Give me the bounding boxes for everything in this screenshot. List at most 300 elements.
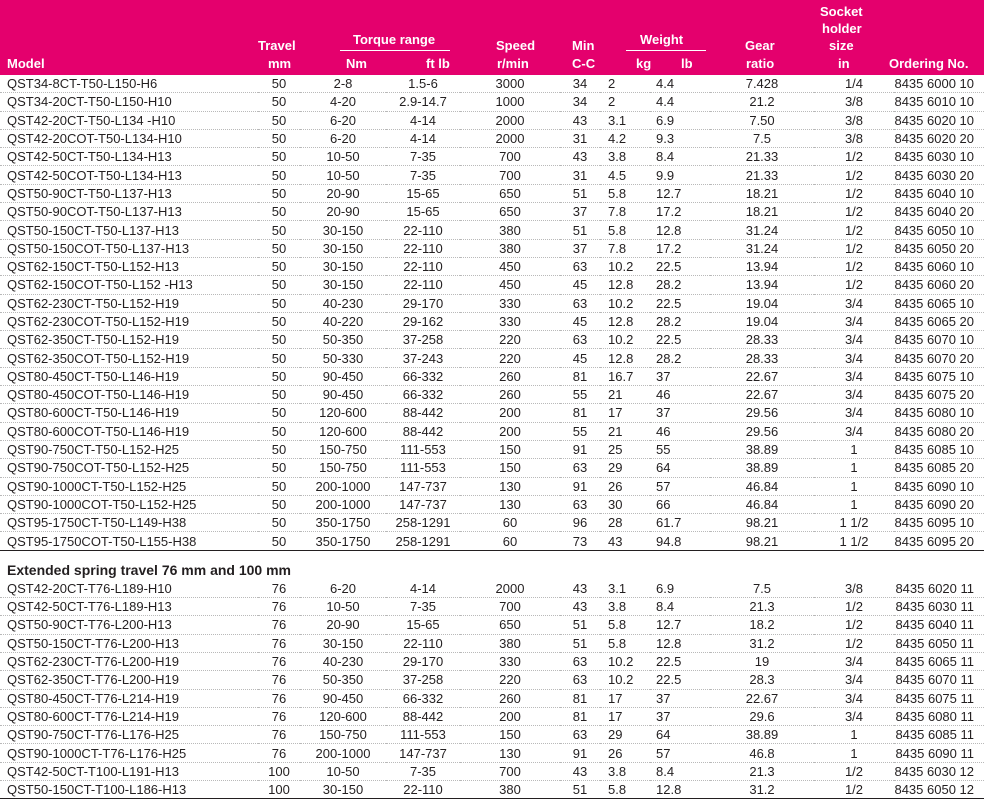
travel-cell: 50 [258, 111, 300, 129]
header-lb: lb [681, 56, 693, 71]
cc-cell: 63 [560, 671, 600, 689]
travel-cell: 76 [258, 580, 300, 598]
cc-cell: 63 [560, 331, 600, 349]
ftlb-cell: 7-35 [386, 166, 460, 184]
gear-ratio-cell: 29.6 [710, 707, 814, 725]
header-kg: kg [636, 56, 652, 71]
speed-cell: 150 [460, 440, 560, 458]
gear-ratio-cell: 98.21 [710, 532, 814, 550]
kg-cell: 2 [600, 75, 650, 93]
lb-cell: 57 [650, 744, 710, 762]
ftlb-cell: 4-14 [386, 580, 460, 598]
nm-cell: 6-20 [300, 129, 386, 147]
lb-cell: 94.8 [650, 532, 710, 550]
header-model: Model [7, 56, 45, 71]
nm-cell: 10-50 [300, 166, 386, 184]
torque-range-rule [340, 50, 450, 51]
gear-ratio-cell: 22.67 [710, 689, 814, 707]
model-cell: QST42-20COT-T50-L134-H10 [0, 129, 258, 147]
gear-ratio-cell: 46.84 [710, 495, 814, 513]
socket-size-cell: 1/2 [814, 276, 894, 294]
ordering-no-cell: 8435 6000 10 [894, 75, 984, 93]
cc-cell: 43 [560, 598, 600, 616]
model-cell: QST42-50CT-T100-L191-H13 [0, 762, 258, 780]
cc-cell: 43 [560, 580, 600, 598]
cc-cell: 51 [560, 184, 600, 202]
socket-size-cell: 1 [814, 726, 894, 744]
ftlb-cell: 15-65 [386, 184, 460, 202]
table-row [0, 203, 984, 221]
kg-cell: 26 [600, 477, 650, 495]
speed-cell: 700 [460, 598, 560, 616]
ordering-no-cell: 8435 6050 20 [894, 239, 984, 257]
nm-cell: 90-450 [300, 386, 386, 404]
table-row [0, 276, 984, 294]
cc-cell: 91 [560, 477, 600, 495]
travel-cell: 50 [258, 148, 300, 166]
socket-size-cell: 1 [814, 477, 894, 495]
ftlb-cell: 7-35 [386, 598, 460, 616]
ordering-no-cell: 8435 6030 11 [894, 598, 984, 616]
socket-size-cell: 1/2 [814, 634, 894, 652]
kg-cell: 3.8 [600, 598, 650, 616]
nm-cell: 120-600 [300, 404, 386, 422]
travel-cell: 76 [258, 726, 300, 744]
ordering-no-cell: 8435 6020 11 [894, 580, 984, 598]
socket-size-cell: 1/2 [814, 762, 894, 780]
travel-cell: 50 [258, 239, 300, 257]
model-cell: QST50-90COT-T50-L137-H13 [0, 203, 258, 221]
ftlb-cell: 258-1291 [386, 514, 460, 532]
ordering-no-cell: 8435 6070 20 [894, 349, 984, 367]
speed-cell: 700 [460, 148, 560, 166]
ftlb-cell: 37-258 [386, 671, 460, 689]
speed-cell: 2000 [460, 111, 560, 129]
model-cell: QST62-350CT-T50-L152-H19 [0, 331, 258, 349]
ordering-no-cell: 8435 6060 10 [894, 257, 984, 275]
lb-cell: 46 [650, 422, 710, 440]
socket-size-cell: 3/4 [814, 707, 894, 725]
ordering-no-cell: 8435 6075 11 [894, 689, 984, 707]
model-cell: QST62-150CT-T50-L152-H13 [0, 257, 258, 275]
ftlb-cell: 29-162 [386, 312, 460, 330]
gear-ratio-cell: 19 [710, 652, 814, 670]
model-cell: QST90-750CT-T50-L152-H25 [0, 440, 258, 458]
extended-travel-table [0, 580, 984, 799]
cc-cell: 81 [560, 404, 600, 422]
lb-cell: 4.4 [650, 93, 710, 111]
socket-size-cell: 3/8 [814, 93, 894, 111]
lb-cell: 37 [650, 689, 710, 707]
travel-cell: 50 [258, 203, 300, 221]
kg-cell: 28 [600, 514, 650, 532]
ftlb-cell: 22-110 [386, 239, 460, 257]
ordering-no-cell: 8435 6095 10 [894, 514, 984, 532]
cc-cell: 31 [560, 129, 600, 147]
nm-cell: 2-8 [300, 75, 386, 93]
nm-cell: 120-600 [300, 707, 386, 725]
lb-cell: 28.2 [650, 312, 710, 330]
speed-cell: 1000 [460, 93, 560, 111]
lb-cell: 57 [650, 477, 710, 495]
lb-cell: 6.9 [650, 111, 710, 129]
kg-cell: 5.8 [600, 616, 650, 634]
travel-cell: 50 [258, 404, 300, 422]
cc-cell: 81 [560, 689, 600, 707]
gear-ratio-cell: 31.2 [710, 780, 814, 798]
nm-cell: 120-600 [300, 422, 386, 440]
ftlb-cell: 7-35 [386, 148, 460, 166]
model-cell: QST50-150COT-T50-L137-H13 [0, 239, 258, 257]
lb-cell: 17.2 [650, 239, 710, 257]
nm-cell: 4-20 [300, 93, 386, 111]
model-cell: QST80-600CT-T50-L146-H19 [0, 404, 258, 422]
standard-travel-table [0, 75, 984, 551]
ftlb-cell: 111-553 [386, 726, 460, 744]
ordering-no-cell: 8435 6070 11 [894, 671, 984, 689]
socket-size-cell: 1/2 [814, 148, 894, 166]
kg-cell: 4.2 [600, 129, 650, 147]
header-speed: Speed [496, 38, 536, 53]
socket-size-cell: 1 [814, 459, 894, 477]
speed-cell: 380 [460, 221, 560, 239]
header-travel-unit: mm [268, 56, 292, 71]
kg-cell: 17 [600, 689, 650, 707]
speed-cell: 2000 [460, 129, 560, 147]
ordering-no-cell: 8435 6070 10 [894, 331, 984, 349]
table-row [0, 689, 984, 707]
table-row [0, 616, 984, 634]
model-cell: QST50-150CT-T50-L137-H13 [0, 221, 258, 239]
travel-cell: 76 [258, 598, 300, 616]
lb-cell: 8.4 [650, 148, 710, 166]
table-row [0, 532, 984, 550]
speed-cell: 3000 [460, 75, 560, 93]
model-cell: QST80-450COT-T50-L146-H19 [0, 386, 258, 404]
socket-size-cell: 1/2 [814, 616, 894, 634]
ordering-no-cell: 8435 6085 10 [894, 440, 984, 458]
model-cell: QST42-50COT-T50-L134-H13 [0, 166, 258, 184]
ftlb-cell: 15-65 [386, 616, 460, 634]
socket-size-cell: 1/2 [814, 257, 894, 275]
model-cell: QST80-600COT-T50-L146-H19 [0, 422, 258, 440]
cc-cell: 34 [560, 93, 600, 111]
ordering-no-cell: 8435 6090 10 [894, 477, 984, 495]
cc-cell: 63 [560, 294, 600, 312]
speed-cell: 380 [460, 780, 560, 798]
kg-cell: 25 [600, 440, 650, 458]
ftlb-cell: 1.5-6 [386, 75, 460, 93]
ordering-no-cell: 8435 6010 10 [894, 93, 984, 111]
gear-ratio-cell: 7.50 [710, 111, 814, 129]
nm-cell: 20-90 [300, 616, 386, 634]
table-row [0, 111, 984, 129]
speed-cell: 130 [460, 477, 560, 495]
kg-cell: 12.8 [600, 349, 650, 367]
kg-cell: 17 [600, 404, 650, 422]
speed-cell: 60 [460, 514, 560, 532]
table-row [0, 331, 984, 349]
ftlb-cell: 37-258 [386, 331, 460, 349]
travel-cell: 50 [258, 477, 300, 495]
travel-cell: 76 [258, 616, 300, 634]
ordering-no-cell: 8435 6030 20 [894, 166, 984, 184]
gear-ratio-cell: 7.5 [710, 129, 814, 147]
ordering-no-cell: 8435 6030 12 [894, 762, 984, 780]
table-row [0, 367, 984, 385]
ftlb-cell: 4-14 [386, 129, 460, 147]
socket-size-cell: 1/2 [814, 598, 894, 616]
gear-ratio-cell: 13.94 [710, 276, 814, 294]
cc-cell: 51 [560, 616, 600, 634]
ftlb-cell: 29-170 [386, 652, 460, 670]
cc-cell: 43 [560, 111, 600, 129]
cc-cell: 31 [560, 166, 600, 184]
table-row [0, 349, 984, 367]
model-cell: QST62-230CT-T76-L200-H19 [0, 652, 258, 670]
speed-cell: 450 [460, 257, 560, 275]
cc-cell: 91 [560, 440, 600, 458]
ftlb-cell: 15-65 [386, 203, 460, 221]
table-header [0, 0, 984, 75]
ordering-no-cell: 8435 6050 12 [894, 780, 984, 798]
header-torque-range: Torque range [353, 32, 436, 47]
cc-cell: 51 [560, 780, 600, 798]
socket-size-cell: 3/4 [814, 671, 894, 689]
kg-cell: 2 [600, 93, 650, 111]
socket-size-cell: 3/8 [814, 129, 894, 147]
header-nm: Nm [346, 56, 367, 71]
header-weight: Weight [640, 32, 684, 47]
kg-cell: 7.8 [600, 239, 650, 257]
nm-cell: 10-50 [300, 598, 386, 616]
kg-cell: 12.8 [600, 312, 650, 330]
travel-cell: 50 [258, 367, 300, 385]
gear-ratio-cell: 18.2 [710, 616, 814, 634]
section-title-extended: Extended spring travel 76 mm and 100 mm [7, 561, 291, 578]
cc-cell: 37 [560, 203, 600, 221]
header-socket-unit: in [838, 56, 850, 71]
travel-cell: 50 [258, 184, 300, 202]
header-ftlb: ft lb [426, 56, 450, 71]
cc-cell: 81 [560, 367, 600, 385]
lb-cell: 12.7 [650, 616, 710, 634]
ftlb-cell: 29-170 [386, 294, 460, 312]
lb-cell: 55 [650, 440, 710, 458]
socket-size-cell: 1/2 [814, 166, 894, 184]
kg-cell: 10.2 [600, 294, 650, 312]
ordering-no-cell: 8435 6075 10 [894, 367, 984, 385]
travel-cell: 50 [258, 93, 300, 111]
nm-cell: 200-1000 [300, 477, 386, 495]
gear-ratio-cell: 28.3 [710, 671, 814, 689]
travel-cell: 50 [258, 495, 300, 513]
nm-cell: 50-330 [300, 349, 386, 367]
socket-size-cell: 1/2 [814, 239, 894, 257]
speed-cell: 650 [460, 203, 560, 221]
table-row [0, 75, 984, 93]
lb-cell: 66 [650, 495, 710, 513]
speed-cell: 200 [460, 422, 560, 440]
model-cell: QST95-1750COT-T50-L155-H38 [0, 532, 258, 550]
ftlb-cell: 111-553 [386, 440, 460, 458]
cc-cell: 63 [560, 726, 600, 744]
lb-cell: 8.4 [650, 598, 710, 616]
travel-cell: 50 [258, 257, 300, 275]
gear-ratio-cell: 29.56 [710, 404, 814, 422]
cc-cell: 63 [560, 257, 600, 275]
socket-size-cell: 1/2 [814, 184, 894, 202]
socket-size-cell: 3/4 [814, 689, 894, 707]
kg-cell: 10.2 [600, 257, 650, 275]
lb-cell: 12.7 [650, 184, 710, 202]
speed-cell: 700 [460, 166, 560, 184]
nm-cell: 10-50 [300, 148, 386, 166]
socket-size-cell: 1/2 [814, 221, 894, 239]
model-cell: QST42-20CT-T50-L134 -H10 [0, 111, 258, 129]
lb-cell: 37 [650, 404, 710, 422]
lb-cell: 12.8 [650, 634, 710, 652]
speed-cell: 200 [460, 707, 560, 725]
cc-cell: 91 [560, 744, 600, 762]
model-cell: QST80-600CT-T76-L214-H19 [0, 707, 258, 725]
ftlb-cell: 66-332 [386, 689, 460, 707]
nm-cell: 50-350 [300, 671, 386, 689]
kg-cell: 5.8 [600, 634, 650, 652]
gear-ratio-cell: 19.04 [710, 294, 814, 312]
model-cell: QST80-450CT-T76-L214-H19 [0, 689, 258, 707]
kg-cell: 10.2 [600, 652, 650, 670]
travel-cell: 100 [258, 762, 300, 780]
kg-cell: 21 [600, 422, 650, 440]
gear-ratio-cell: 38.89 [710, 459, 814, 477]
gear-ratio-cell: 21.3 [710, 598, 814, 616]
kg-cell: 10.2 [600, 671, 650, 689]
nm-cell: 20-90 [300, 203, 386, 221]
kg-cell: 17 [600, 707, 650, 725]
ftlb-cell: 258-1291 [386, 532, 460, 550]
gear-ratio-cell: 21.2 [710, 93, 814, 111]
gear-ratio-cell: 21.33 [710, 148, 814, 166]
nm-cell: 90-450 [300, 689, 386, 707]
nm-cell: 6-20 [300, 111, 386, 129]
table-row [0, 762, 984, 780]
travel-cell: 76 [258, 689, 300, 707]
lb-cell: 12.8 [650, 221, 710, 239]
cc-cell: 55 [560, 422, 600, 440]
ftlb-cell: 147-737 [386, 495, 460, 513]
kg-cell: 7.8 [600, 203, 650, 221]
ordering-no-cell: 8435 6085 20 [894, 459, 984, 477]
lb-cell: 22.5 [650, 671, 710, 689]
travel-cell: 76 [258, 671, 300, 689]
kg-cell: 5.8 [600, 221, 650, 239]
model-cell: QST62-230COT-T50-L152-H19 [0, 312, 258, 330]
table-row [0, 221, 984, 239]
nm-cell: 20-90 [300, 184, 386, 202]
cc-cell: 96 [560, 514, 600, 532]
cc-cell: 63 [560, 495, 600, 513]
header-cc: C-C [572, 56, 596, 71]
lb-cell: 64 [650, 459, 710, 477]
cc-cell: 45 [560, 349, 600, 367]
nm-cell: 30-150 [300, 276, 386, 294]
model-cell: QST50-150CT-T76-L200-H13 [0, 634, 258, 652]
ftlb-cell: 4-14 [386, 111, 460, 129]
lb-cell: 22.5 [650, 257, 710, 275]
ftlb-cell: 22-110 [386, 221, 460, 239]
lb-cell: 22.5 [650, 294, 710, 312]
gear-ratio-cell: 28.33 [710, 331, 814, 349]
cc-cell: 37 [560, 239, 600, 257]
cc-cell: 43 [560, 148, 600, 166]
kg-cell: 3.8 [600, 762, 650, 780]
ordering-no-cell: 8435 6095 20 [894, 532, 984, 550]
kg-cell: 4.5 [600, 166, 650, 184]
travel-cell: 50 [258, 312, 300, 330]
lb-cell: 37 [650, 707, 710, 725]
header-ratio: ratio [746, 56, 775, 71]
kg-cell: 5.8 [600, 184, 650, 202]
table-row [0, 422, 984, 440]
model-cell: QST62-350COT-T50-L152-H19 [0, 349, 258, 367]
model-cell: QST34-20CT-T50-L150-H10 [0, 93, 258, 111]
kg-cell: 3.1 [600, 111, 650, 129]
nm-cell: 200-1000 [300, 744, 386, 762]
socket-size-cell: 3/4 [814, 652, 894, 670]
travel-cell: 76 [258, 634, 300, 652]
cc-cell: 51 [560, 634, 600, 652]
speed-cell: 260 [460, 689, 560, 707]
ordering-no-cell: 8435 6020 10 [894, 111, 984, 129]
ftlb-cell: 22-110 [386, 257, 460, 275]
socket-size-cell: 3/4 [814, 367, 894, 385]
nm-cell: 90-450 [300, 367, 386, 385]
nm-cell: 200-1000 [300, 495, 386, 513]
ftlb-cell: 147-737 [386, 477, 460, 495]
table-row [0, 671, 984, 689]
ftlb-cell: 111-553 [386, 459, 460, 477]
socket-size-cell: 1/2 [814, 203, 894, 221]
kg-cell: 10.2 [600, 331, 650, 349]
gear-ratio-cell: 46.8 [710, 744, 814, 762]
kg-cell: 5.8 [600, 780, 650, 798]
speed-cell: 650 [460, 184, 560, 202]
speed-cell: 330 [460, 312, 560, 330]
table-row [0, 312, 984, 330]
gear-ratio-cell: 29.56 [710, 422, 814, 440]
gear-ratio-cell: 31.2 [710, 634, 814, 652]
lb-cell: 8.4 [650, 762, 710, 780]
ordering-no-cell: 8435 6065 20 [894, 312, 984, 330]
table-row [0, 129, 984, 147]
table-row [0, 744, 984, 762]
ftlb-cell: 88-442 [386, 422, 460, 440]
cc-cell: 45 [560, 276, 600, 294]
lb-cell: 22.5 [650, 331, 710, 349]
table-row [0, 514, 984, 532]
ftlb-cell: 37-243 [386, 349, 460, 367]
table-row [0, 477, 984, 495]
ordering-no-cell: 8435 6080 10 [894, 404, 984, 422]
speed-cell: 220 [460, 331, 560, 349]
travel-cell: 100 [258, 780, 300, 798]
speed-cell: 150 [460, 459, 560, 477]
ftlb-cell: 22-110 [386, 634, 460, 652]
travel-cell: 50 [258, 386, 300, 404]
gear-ratio-cell: 31.24 [710, 239, 814, 257]
table-row [0, 634, 984, 652]
